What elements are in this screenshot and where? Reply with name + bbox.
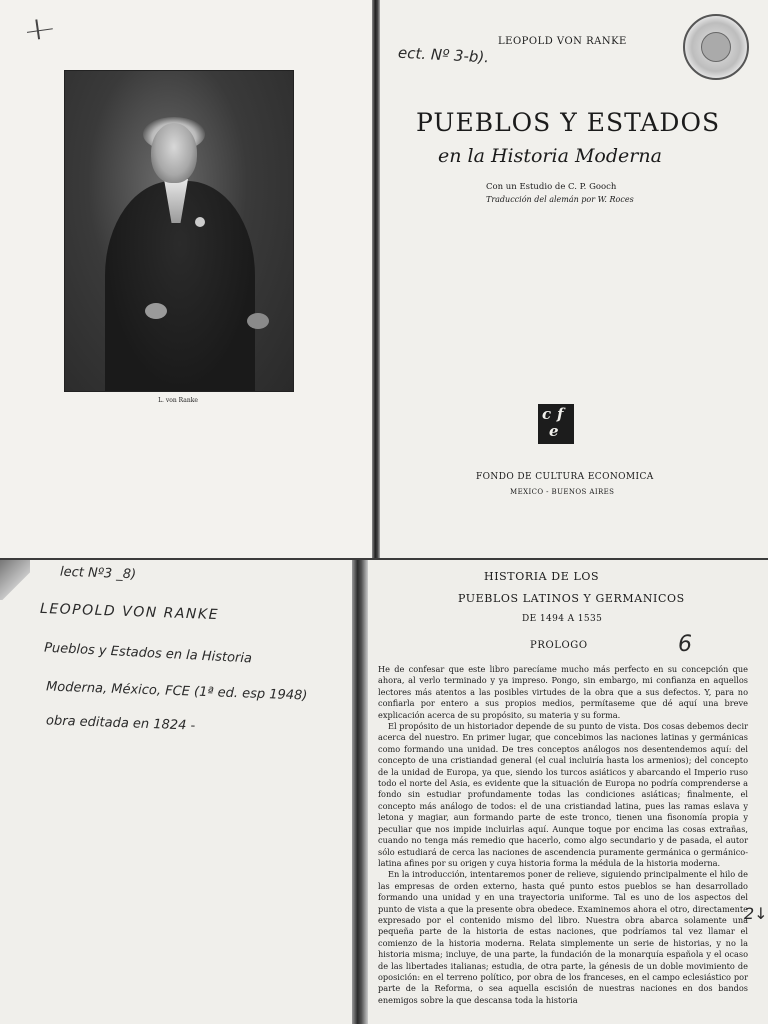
- handwritten-reference: ect. Nº 3-b).: [397, 43, 490, 67]
- publisher-name: FONDO DE CULTURA ECONOMICA: [476, 472, 654, 482]
- portrait-head: [151, 123, 197, 183]
- book-gutter-bottom: [352, 560, 368, 1024]
- handwritten-margin-note: 2↓: [744, 904, 768, 923]
- library-stamp: [683, 14, 749, 80]
- portrait-caption: L. von Ranke: [158, 397, 198, 404]
- portrait-decoration: [195, 217, 205, 227]
- prologue-body: [378, 664, 748, 1006]
- frontispiece-page: [0, 0, 374, 558]
- chapter-heading-line2: PUEBLOS LATINOS Y GERMANICOS: [458, 592, 685, 605]
- portrait-image: [64, 70, 294, 392]
- handwritten-note-date: obra editada en 1824 -: [45, 713, 196, 734]
- notes-page: [0, 560, 358, 1024]
- folded-corner: [0, 560, 30, 600]
- logo-letter-f: f: [557, 405, 564, 423]
- author-name: LEOPOLD VON RANKE: [498, 36, 627, 47]
- handwritten-margin-mark: 6: [678, 632, 692, 657]
- prologue-paragraph-1: He de confesar que este libro parecíame mucho más perfecto en su concepción que ahora, al verlo terminado y ya impreso. Pongo, sin embargo, mi confianza en aquellos lectores más atentos a las posibles virtudes de la obra que a sus defectos. Y, para no confiarla por entero a sus propios medios, permítaseme que dé aquí una breve explicación acerca de su propósito, su materia y su forma.: [378, 664, 748, 720]
- book-gutter-top: [372, 0, 380, 558]
- publisher-place: MEXICO - BUENOS AIRES: [510, 488, 615, 496]
- logo-letter-e: e: [549, 422, 559, 440]
- book-title: PUEBLOS Y ESTADOS: [416, 108, 721, 137]
- prologue-paragraph-3: En la introducción, intentaremos poner de relieve, siguiendo principalmente el hilo de las empresas de orden externo, hasta qué punto estos pueblos se han desarrollado formando una unidad y en una trayectoria uniforme. Tal es uno de los aspectos del punto de vista a que la presente obra obedece. Examinemos ahora el otro, directamente expresado por el contenido mismo del libro. Nuestra obra abarca solamente una pequeña parte de la historia de estas naciones, que podríamos tal vez llamar el comienzo de la historia moderna. Relata simplemente un serie de historias, y no la historia misma; incluye, de una parte, la fundación de la monarquía española y el ocaso de las libertades italianas; estudia, de otra parte, la génesis de un doble movimiento de oposición: en el terreno político, por obra de los franceses, en el campo eclesiástico por parte de la Reforma, o sea aquella escisión de nuestras naciones en dos bandos enemigos sobre la que descansa toda la historia: [378, 869, 748, 1005]
- translation-credit: Traducción del alemán por W. Roces: [486, 195, 634, 204]
- portrait-hand-left: [145, 303, 167, 319]
- book-subtitle: en la Historia Moderna: [438, 145, 662, 167]
- pencil-mark: [27, 28, 55, 48]
- handwritten-note-title: Pueblos y Estados en la Historia: [43, 640, 253, 667]
- portrait-hand-right: [247, 313, 269, 329]
- logo-letter-c: c: [542, 405, 552, 423]
- handwritten-note-reference: lect Nº3 _8): [59, 564, 137, 583]
- fce-logo-icon: [538, 404, 574, 444]
- prologue-paragraph-2: El propósito de un historiador depende de su punto de vista. Dos cosas debemos decir acerca del nuestro. En primer lugar, que concebimos las naciones latinas y germánicas como formando una unidad. De tres conceptos análogos nos desentendemos aquí: del concepto de una cristiandad general (el cual incluiría hasta los armenios); del concepto de la unidad de Europa, ya que, siendo los turcos asiáticos y abarcando el Imperio ruso todo el norte del Asia, es evidente que la situación de Europa no podría comprenderse a fondo sin estudiar profundamente todas las condiciones asiáticas; finalmente, el concepto más análogo de todos: el de una cristiandad latina, pues las ramas eslava y letona y magiar, aun formando parte de este tronco, tienen una fisonomía propia y peculiar que nos impide incluirlas aquí. Aunque toque por encima las cosas extrañas, cuando no tenga más remedio que hacerlo, como algo secundario y de pasada, el autor sólo estudiará de cerca las naciones de ascendencia puramente germánica o germánico-latina afines por su origen y cuya historia forma la médula de la historia moderna.: [378, 721, 748, 868]
- section-title: PROLOGO: [530, 640, 588, 651]
- chapter-dates: DE 1494 A 1535: [522, 614, 603, 624]
- handwritten-note-author: LEOPOLD VON RANKE: [39, 600, 220, 624]
- study-credit: Con un Estudio de C. P. Gooch: [486, 182, 617, 192]
- chapter-heading-line1: HISTORIA DE LOS: [484, 570, 600, 583]
- handwritten-note-edition: Moderna, México, FCE (1ª ed. esp 1948): [45, 679, 308, 704]
